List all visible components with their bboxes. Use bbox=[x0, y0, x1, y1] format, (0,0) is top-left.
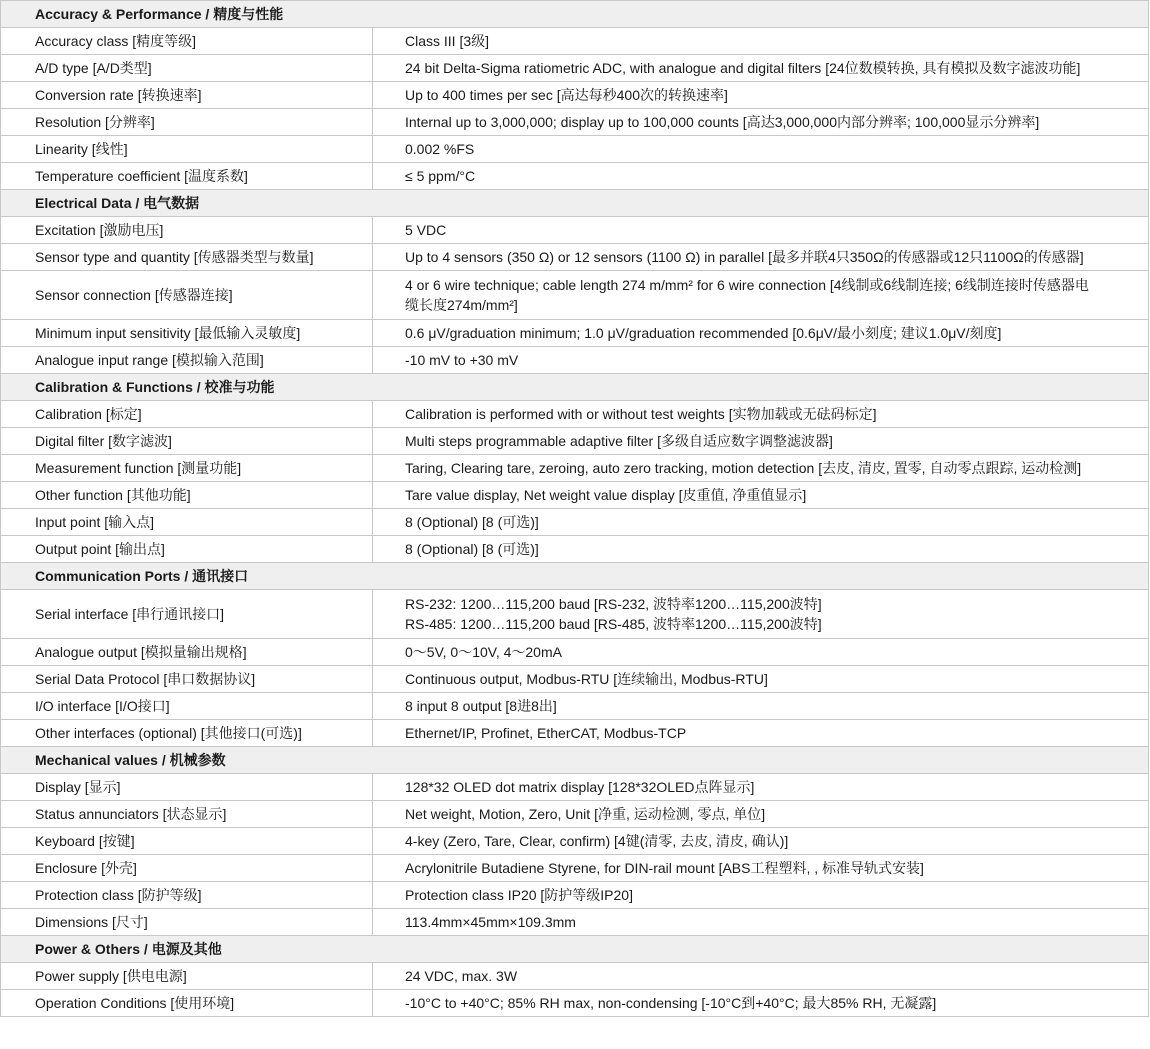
table-row bbox=[1, 28, 1149, 55]
table-row bbox=[1, 828, 1149, 855]
table-row bbox=[1, 693, 1149, 720]
table-row bbox=[1, 163, 1149, 190]
spec-value-line: 24 bit Delta-Sigma ratiometric ADC, with analogue and digital filters [24位数模转换, 具有模拟及数字滤波功能] bbox=[405, 60, 1081, 76]
table-row bbox=[1, 428, 1149, 455]
section-header bbox=[1, 747, 1149, 774]
table-row bbox=[1, 774, 1149, 801]
spec-value bbox=[373, 536, 1149, 563]
section-title: Calibration & Functions / 校准与功能 bbox=[1, 374, 1149, 401]
spec-value bbox=[373, 320, 1149, 347]
spec-value-line: Acrylonitrile Butadiene Styrene, for DIN-rail mount [ABS工程塑料, , 标准导轨式安装] bbox=[405, 860, 924, 876]
spec-label: Excitation [激励电压] bbox=[1, 217, 373, 244]
spec-value bbox=[373, 774, 1149, 801]
spec-value bbox=[373, 455, 1149, 482]
spec-value-line: Taring, Clearing tare, zeroing, auto zero tracking, motion detection [去皮, 清皮, 置零, 自动零点跟踪, 运动检测] bbox=[405, 460, 1082, 476]
spec-label: Other interfaces (optional) [其他接口(可选)] bbox=[1, 720, 373, 747]
table-row bbox=[1, 963, 1149, 990]
table-row bbox=[1, 639, 1149, 666]
spec-value bbox=[373, 693, 1149, 720]
spec-value-line: 8 input 8 output [8进8出] bbox=[405, 698, 557, 714]
spec-value-line: -10°C to +40°C; 85% RH max, non-condensing [-10°C到+40°C; 最大85% RH, 无凝露] bbox=[405, 995, 937, 1011]
spec-value-line: Up to 400 times per sec [高达每秒400次的转换速率] bbox=[405, 87, 728, 103]
section-header bbox=[1, 1, 1149, 28]
spec-label: Accuracy class [精度等级] bbox=[1, 28, 373, 55]
spec-value-line: Internal up to 3,000,000; display up to 100,000 counts [高达3,000,000内部分辨率; 100,000显示分辨率] bbox=[405, 114, 1040, 130]
spec-label: I/O interface [I/O接口] bbox=[1, 693, 373, 720]
spec-value-line: 8 (Optional) [8 (可选)] bbox=[405, 514, 539, 530]
spec-label: Linearity [线性] bbox=[1, 136, 373, 163]
spec-value bbox=[373, 482, 1149, 509]
spec-value bbox=[373, 666, 1149, 693]
spec-label: Digital filter [数字滤波] bbox=[1, 428, 373, 455]
spec-value-line: 缆长度274m/mm²] bbox=[405, 297, 518, 313]
table-row bbox=[1, 136, 1149, 163]
spec-label: Status annunciators [状态显示] bbox=[1, 801, 373, 828]
table-row bbox=[1, 536, 1149, 563]
table-row bbox=[1, 109, 1149, 136]
spec-value bbox=[373, 509, 1149, 536]
spec-label: Temperature coefficient [温度系数] bbox=[1, 163, 373, 190]
spec-label: Power supply [供电电源] bbox=[1, 963, 373, 990]
spec-label: Sensor connection [传感器连接] bbox=[1, 271, 373, 320]
spec-value-line: 24 VDC, max. 3W bbox=[405, 968, 518, 984]
table-row bbox=[1, 882, 1149, 909]
spec-value bbox=[373, 963, 1149, 990]
spec-value bbox=[373, 428, 1149, 455]
spec-value-line: ≤ 5 ppm/°C bbox=[405, 168, 476, 184]
table-row bbox=[1, 217, 1149, 244]
spec-value-line: 0.6 μV/graduation minimum; 1.0 μV/graduation recommended [0.6μV/最小刻度; 建议1.0μV/刻度] bbox=[405, 325, 1002, 341]
spec-value bbox=[373, 801, 1149, 828]
spec-label: Conversion rate [转换速率] bbox=[1, 82, 373, 109]
spec-value-line: Multi steps programmable adaptive filter [多级自适应数字调整滤波器] bbox=[405, 433, 833, 449]
spec-value-line: RS-232: 1200…115,200 baud [RS-232, 波特率1200…115,200波特] bbox=[405, 596, 822, 612]
spec-value bbox=[373, 109, 1149, 136]
spec-label: Sensor type and quantity [传感器类型与数量] bbox=[1, 244, 373, 271]
table-row bbox=[1, 855, 1149, 882]
spec-value-line: 8 (Optional) [8 (可选)] bbox=[405, 541, 539, 557]
spec-value-line: -10 mV to +30 mV bbox=[405, 352, 519, 368]
spec-value-line: RS-485: 1200…115,200 baud [RS-485, 波特率1200…115,200波特] bbox=[405, 616, 822, 632]
section-header bbox=[1, 563, 1149, 590]
table-row bbox=[1, 401, 1149, 428]
section-title: Electrical Data / 电气数据 bbox=[1, 190, 1149, 217]
section-title: Mechanical values / 机械参数 bbox=[1, 747, 1149, 774]
spec-value bbox=[373, 136, 1149, 163]
table-row bbox=[1, 482, 1149, 509]
spec-value bbox=[373, 401, 1149, 428]
table-row bbox=[1, 990, 1149, 1017]
section-header bbox=[1, 374, 1149, 401]
spec-value-line: 0.002 %FS bbox=[405, 141, 475, 157]
section-title: Accuracy & Performance / 精度与性能 bbox=[1, 1, 1149, 28]
table-row bbox=[1, 801, 1149, 828]
table-row bbox=[1, 720, 1149, 747]
table-row bbox=[1, 244, 1149, 271]
spec-value bbox=[373, 244, 1149, 271]
spec-value-line: 113.4mm×45mm×109.3mm bbox=[405, 914, 576, 930]
spec-value bbox=[373, 828, 1149, 855]
table-row bbox=[1, 271, 1149, 320]
spec-value-line: 0～5V, 0～10V, 4～20mA bbox=[405, 644, 562, 660]
spec-label: Operation Conditions [使用环境] bbox=[1, 990, 373, 1017]
table-row bbox=[1, 590, 1149, 639]
table-row bbox=[1, 347, 1149, 374]
spec-label: Keyboard [按键] bbox=[1, 828, 373, 855]
spec-value-line: 4-key (Zero, Tare, Clear, confirm) [4键(清零, 去皮, 清皮, 确认)] bbox=[405, 833, 789, 849]
spec-label: Dimensions [尺寸] bbox=[1, 909, 373, 936]
spec-value-line: Class III [3级] bbox=[405, 33, 490, 49]
spec-value-line: Continuous output, Modbus-RTU [连续输出, Modbus-RTU] bbox=[405, 671, 768, 687]
spec-value bbox=[373, 882, 1149, 909]
spec-label: Analogue output [模拟量输出规格] bbox=[1, 639, 373, 666]
spec-value bbox=[373, 990, 1149, 1017]
spec-label: Serial Data Protocol [串口数据协议] bbox=[1, 666, 373, 693]
spec-value-line: Protection class IP20 [防护等级IP20] bbox=[405, 887, 633, 903]
section-title: Communication Ports / 通讯接口 bbox=[1, 563, 1149, 590]
spec-label: Measurement function [测量功能] bbox=[1, 455, 373, 482]
spec-value-line: 4 or 6 wire technique; cable length 274 m/mm² for 6 wire connection [4线制或6线制连接; 6线制连接时传感器电 bbox=[405, 277, 1089, 293]
section-header bbox=[1, 936, 1149, 963]
spec-value bbox=[373, 271, 1149, 320]
spec-value bbox=[373, 590, 1149, 639]
table-row bbox=[1, 455, 1149, 482]
spec-label: Resolution [分辨率] bbox=[1, 109, 373, 136]
spec-value bbox=[373, 82, 1149, 109]
spec-value-line: 128*32 OLED dot matrix display [128*32OLED点阵显示] bbox=[405, 779, 755, 795]
spec-label: Enclosure [外壳] bbox=[1, 855, 373, 882]
spec-label: Serial interface [串行通讯接口] bbox=[1, 590, 373, 639]
table-row bbox=[1, 320, 1149, 347]
spec-value-line: Ethernet/IP, Profinet, EtherCAT, Modbus-TCP bbox=[405, 725, 687, 741]
spec-label: Calibration [标定] bbox=[1, 401, 373, 428]
spec-label: Analogue input range [模拟输入范围] bbox=[1, 347, 373, 374]
spec-label: Output point [输出点] bbox=[1, 536, 373, 563]
spec-label: Display [显示] bbox=[1, 774, 373, 801]
spec-value bbox=[373, 28, 1149, 55]
spec-value bbox=[373, 720, 1149, 747]
spec-value bbox=[373, 855, 1149, 882]
table-row bbox=[1, 55, 1149, 82]
spec-value-line: Net weight, Motion, Zero, Unit [净重, 运动检测, 零点, 单位] bbox=[405, 806, 766, 822]
spec-value bbox=[373, 55, 1149, 82]
spec-value bbox=[373, 347, 1149, 374]
table-row bbox=[1, 909, 1149, 936]
section-title: Power & Others / 电源及其他 bbox=[1, 936, 1149, 963]
spec-table-body bbox=[1, 1, 1149, 1017]
table-row bbox=[1, 666, 1149, 693]
spec-label: Input point [输入点] bbox=[1, 509, 373, 536]
table-row bbox=[1, 509, 1149, 536]
spec-value bbox=[373, 163, 1149, 190]
spec-value-line: Up to 4 sensors (350 Ω) or 12 sensors (1100 Ω) in parallel [最多并联4只350Ω的传感器或12只1100Ω的传感器] bbox=[405, 249, 1084, 265]
spec-value-line: 5 VDC bbox=[405, 222, 447, 238]
spec-value-line: Tare value display, Net weight value display [皮重值, 净重值显示] bbox=[405, 487, 807, 503]
spec-label: Other function [其他功能] bbox=[1, 482, 373, 509]
section-header bbox=[1, 190, 1149, 217]
spec-value-line: Calibration is performed with or without test weights [实物加载或无砝码标定] bbox=[405, 406, 877, 422]
spec-value bbox=[373, 639, 1149, 666]
spec-value bbox=[373, 217, 1149, 244]
table-row bbox=[1, 82, 1149, 109]
spec-label: A/D type [A/D类型] bbox=[1, 55, 373, 82]
spec-label: Protection class [防护等级] bbox=[1, 882, 373, 909]
spec-label: Minimum input sensitivity [最低输入灵敏度] bbox=[1, 320, 373, 347]
spec-value bbox=[373, 909, 1149, 936]
